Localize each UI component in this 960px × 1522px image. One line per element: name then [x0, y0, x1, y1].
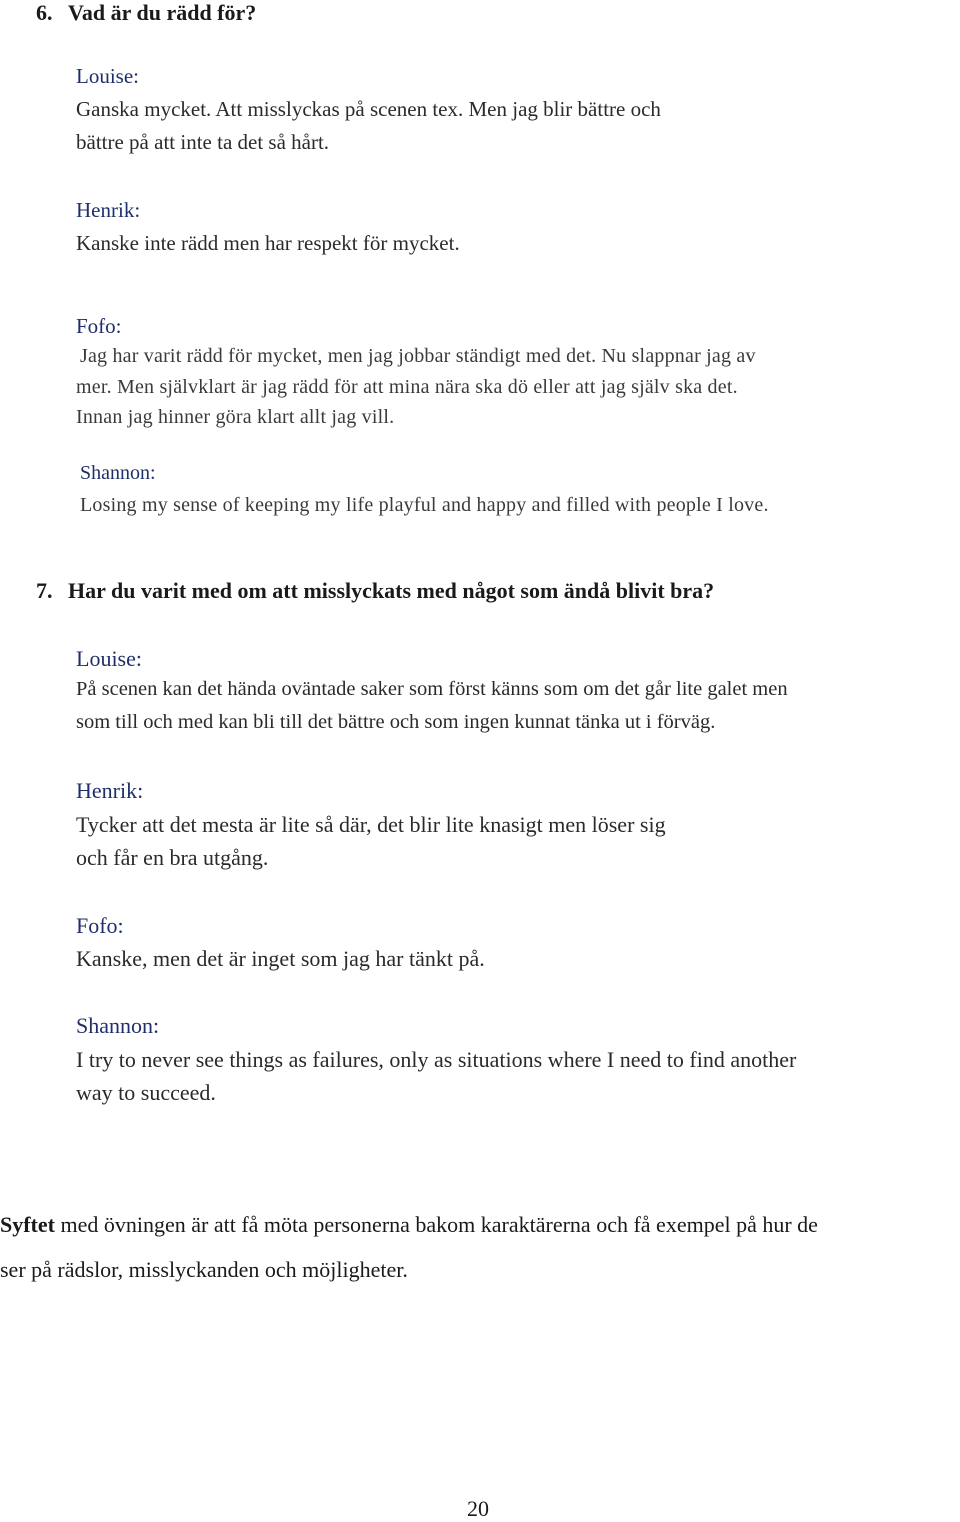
page-number: 20: [467, 1496, 489, 1521]
speaker-label-henrik: Henrik:: [76, 198, 141, 222]
speaker-label-louise: Louise:: [76, 64, 139, 88]
speaker-label-fofo: Fofo:: [76, 314, 122, 338]
answer-line: bättre på att inte ta det så hårt.: [76, 130, 330, 154]
purpose-line-1: [0, 1212, 818, 1238]
answer-line: Kanske inte rädd men har respekt för mycket.: [76, 231, 460, 255]
speaker-label-shannon: Shannon:: [76, 1013, 160, 1038]
answer-line: På scenen kan det hända oväntade saker som först känns som om det går lite galet men: [76, 678, 788, 700]
answer-line: som till och med kan bli till det bättre och som ingen kunnat tänka ut i förväg.: [76, 711, 716, 733]
answer-line: och får en bra utgång.: [76, 845, 269, 870]
purpose-text: med övningen är att få möta personerna bakom karaktärerna och få exempel på hur de: [54, 1212, 818, 1237]
question-number: 6.: [36, 0, 53, 25]
question-text: Har du varit med om att misslyckats med något som ändå blivit bra?: [68, 578, 715, 603]
answer-line: Kanske, men det är inget som jag har tänkt på.: [76, 946, 485, 971]
purpose-line-2: ser på rädslor, misslyckanden och möjligheter.: [0, 1257, 408, 1282]
speaker-label-henrik: Henrik:: [76, 778, 144, 803]
question-text: Vad är du rädd för?: [68, 0, 257, 25]
question-7-heading: [36, 578, 714, 604]
answer-line: Jag har varit rädd för mycket, men jag jobbar ständigt med det. Nu slappnar jag av: [80, 345, 756, 367]
answer-line: way to succeed.: [76, 1080, 216, 1105]
speaker-label-shannon: Shannon:: [80, 462, 156, 484]
purpose-bold-word: Syftet: [0, 1212, 55, 1237]
answer-line: Innan jag hinner göra klart allt jag vill.: [76, 406, 395, 428]
answer-line: Ganska mycket. Att misslyckas på scenen tex. Men jag blir bättre och: [76, 97, 661, 121]
speaker-label-louise: Louise:: [76, 646, 142, 671]
question-6-heading: [36, 0, 256, 26]
answer-line: mer. Men självklart är jag rädd för att mina nära ska dö eller att jag själv ska det.: [76, 376, 738, 398]
answer-line: Tycker att det mesta är lite så där, det blir lite knasigt men löser sig: [76, 812, 666, 837]
answer-line: I try to never see things as failures, only as situations where I need to find another: [76, 1047, 797, 1072]
speaker-label-fofo: Fofo:: [76, 913, 124, 938]
answer-line: Losing my sense of keeping my life playful and happy and filled with people I love.: [80, 494, 769, 516]
question-number: 7.: [36, 578, 53, 603]
